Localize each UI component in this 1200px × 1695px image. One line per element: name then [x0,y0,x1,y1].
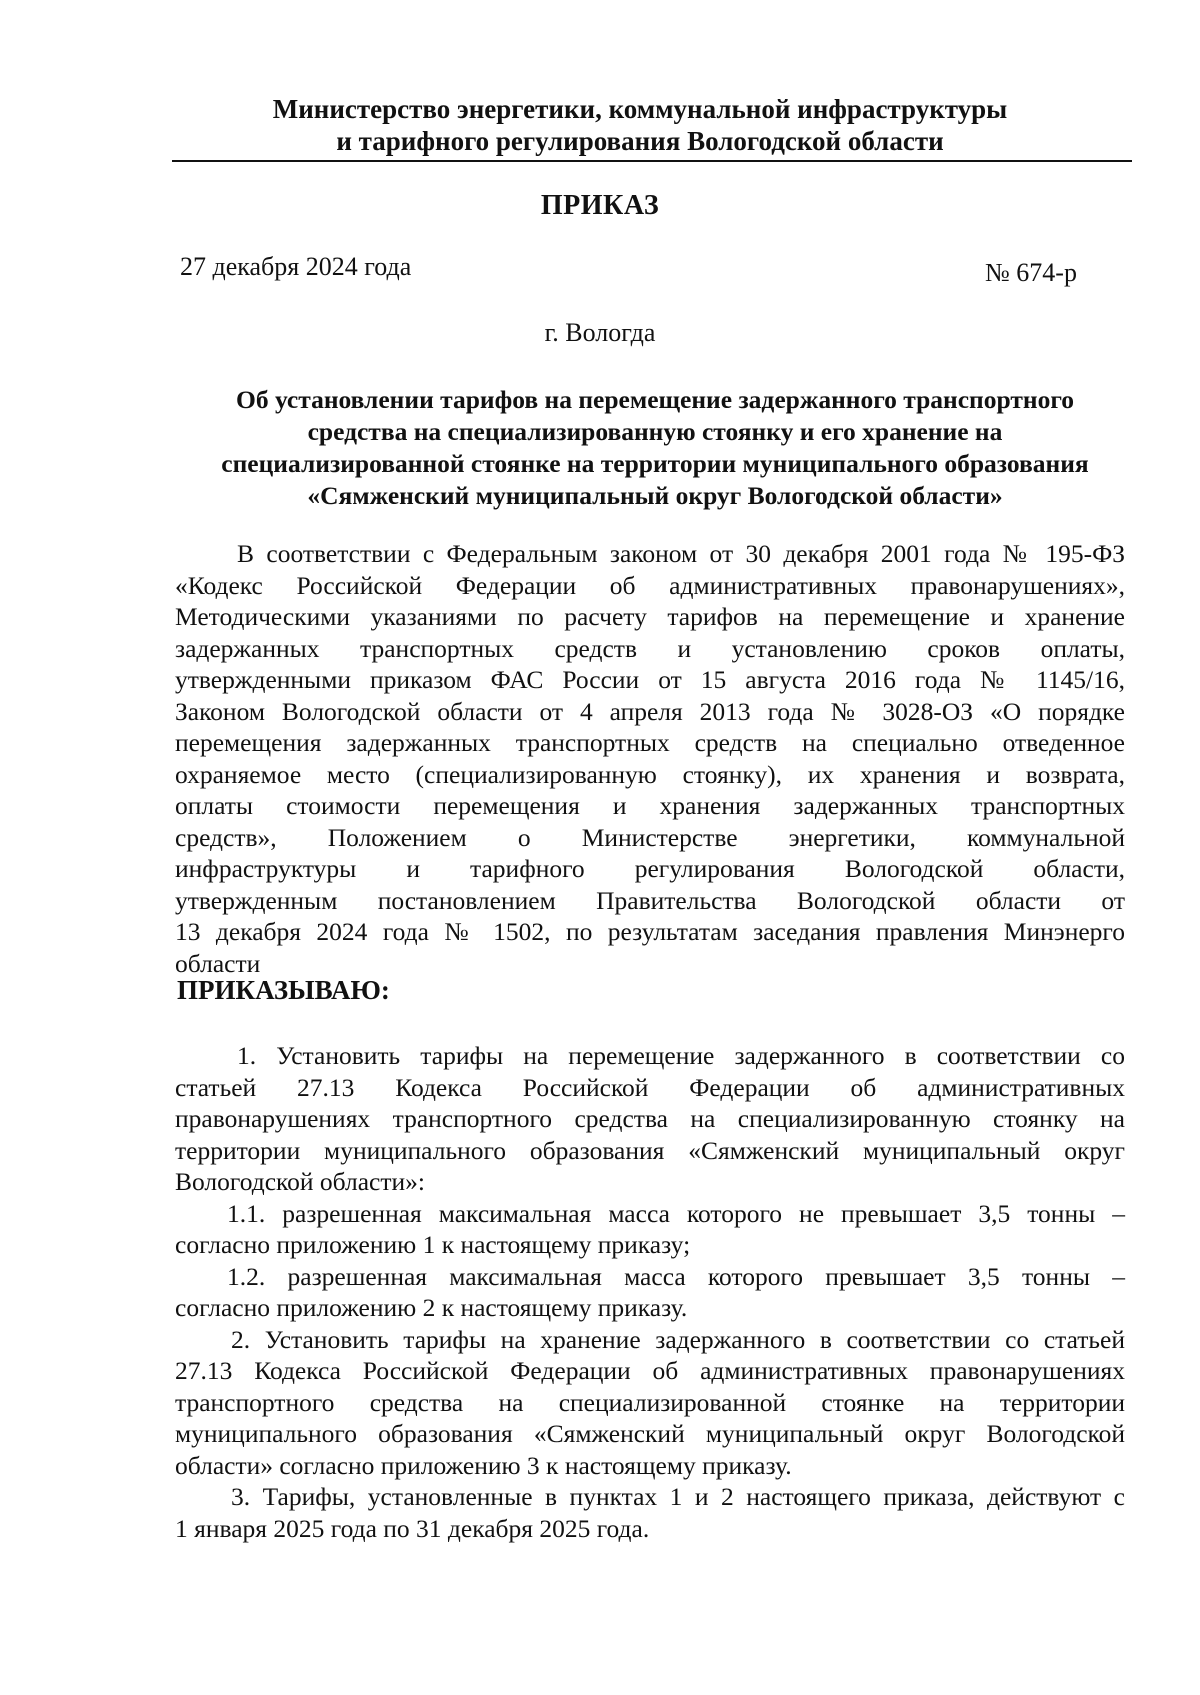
preamble-line: В соответствии с Федеральным законом от 30 декабря 2001 года № 195-ФЗ [237,539,1125,568]
preamble-line: утвержденным постановлением Правительства Вологодской области от [175,885,1125,915]
point-line: согласно приложению 1 к настоящему приказу; [175,1230,691,1259]
point-line: статьей 27.13 Кодекса Российской Федерации об административных [175,1072,1125,1102]
document-title: ПРИКАЗ [540,190,660,221]
point-line: муниципального образования «Сямженский муниципальный округ Вологодской [175,1419,1125,1448]
point-line: правонарушениях транспортного средства на специализированную стоянку на [175,1104,1125,1133]
point-line: территории муниципального образования «Сямженский муниципальный округ [175,1135,1125,1165]
decree-heading: ПРИКАЗЫВАЮ: [177,975,390,1005]
preamble-line: утвержденными приказом ФАС России от 15 августа 2016 года № 1145/16, [175,665,1125,694]
subject-line: специализированной стоянке на территории муниципального образования [221,449,1089,478]
point-line: 1. Установить тарифы на перемещение задержанного в соответствии со [237,1041,1125,1070]
preamble-line: 13 декабря 2024 года № 1502, по результатам заседания правления Минэнерго [175,917,1125,946]
ministry-name-line-1: Министерство энергетики, коммунальной инфраструктуры [272,94,1008,124]
point-3 [175,1481,1125,1544]
point-line: 27.13 Кодекса Российской Федерации об административных правонарушениях [175,1356,1125,1385]
point-line: 2. Установить тарифы на хранение задержанного в соответствии со статьей [231,1324,1125,1354]
point-1-2 [175,1261,1125,1324]
preamble-line: области [175,948,261,978]
preamble-line: Методическими указаниями по расчету тарифов на перемещение и хранение [175,602,1125,631]
order-subject [175,384,1135,512]
order-city: г. Вологда [544,318,656,347]
point-line: 1 января 2025 года по 31 декабря 2025 года. [175,1513,650,1543]
preamble-line: оплаты стоимости перемещения и хранения задержанных транспортных [175,791,1125,820]
preamble-line: инфраструктуры и тарифного регулирования Вологодской области, [175,854,1125,883]
header-divider [172,160,1132,162]
order-points [175,1040,1125,1544]
point-line: 3. Тарифы, установленные в пунктах 1 и 2 настоящего приказа, действуют с [231,1482,1125,1511]
order-date: 27 декабря 2024 года [180,252,412,281]
point-1-1 [175,1198,1125,1261]
subject-line: Об установлении тарифов на перемещение задержанного транспортного [235,385,1075,414]
point-1 [175,1040,1125,1198]
order-number: № 674-р [985,258,1077,287]
point-line: транспортного средства на специализированной стоянке на территории [175,1387,1125,1417]
point-2 [175,1324,1125,1482]
point-line: области» согласно приложению 3 к настоящему приказу. [175,1450,792,1480]
subject-line: средства на специализированную стоянку и его хранение на [307,417,1003,446]
preamble-line: средств», Положением о Министерстве энергетики, коммунальной [175,822,1125,852]
point-line: согласно приложению 2 к настоящему приказу. [175,1293,688,1322]
preamble-line: Законом Вологодской области от 4 апреля 2013 года № 3028-ОЗ «О порядке [175,696,1125,726]
preamble-line: охраняемое место (специализированную стоянку), их хранения и возврата, [175,759,1125,789]
point-line: 1.2. разрешенная максимальная масса которого превышает 3,5 тонны – [227,1261,1125,1291]
ministry-name-line-2: и тарифного регулирования Вологодской области [336,126,944,156]
subject-line: «Сямженский муниципальный округ Вологодской области» [307,481,1003,510]
point-line: 1.1. разрешенная максимальная масса которого не превышает 3,5 тонны – [227,1198,1125,1228]
preamble-line: «Кодекс Российской Федерации об административных правонарушениях», [175,570,1125,600]
preamble-paragraph [175,538,1125,979]
preamble-line: перемещения задержанных транспортных средств на специально отведенное [175,728,1125,757]
preamble-line: задержанных транспортных средств и установлению сроков оплаты, [175,633,1125,663]
point-line: Вологодской области»: [175,1167,425,1196]
